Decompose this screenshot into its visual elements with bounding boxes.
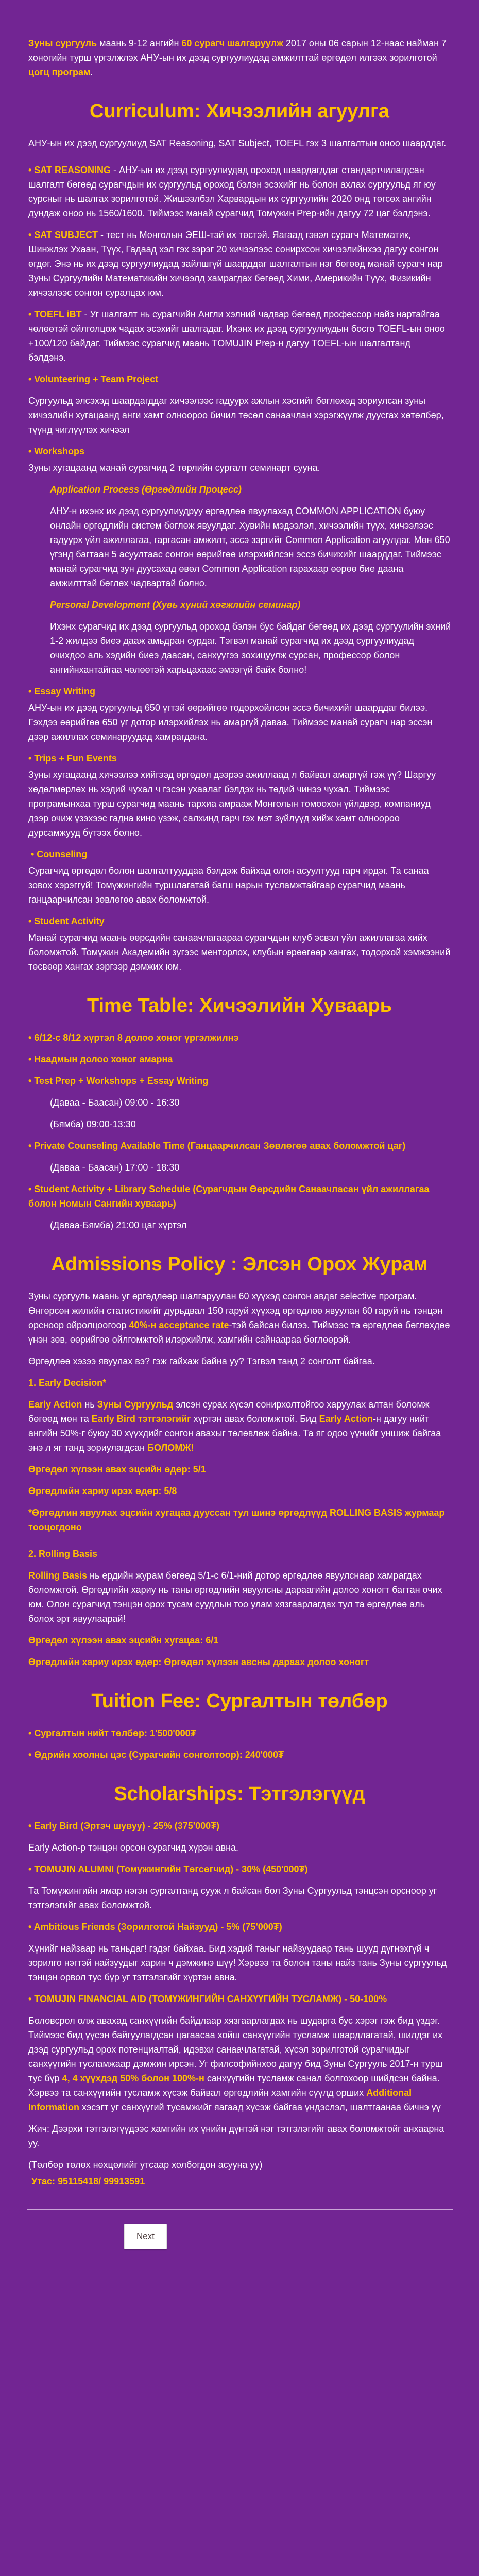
private-counseling-time: (Даваа - Баасан) 17:00 - 18:30 bbox=[50, 1162, 180, 1173]
sat-reasoning-paragraph bbox=[28, 163, 451, 221]
application-process-title: Application Process (Өргөдлийн Процесс) bbox=[50, 484, 242, 495]
highlight-text: БОЛОМЖ! bbox=[147, 1443, 194, 1453]
highlight-text: • TOEFL iBT bbox=[28, 309, 82, 319]
volunteering-text: Сургуульд элсэхэд шаардагддаг хичээлээс гадуурх ажлын хэсгийг бөглөхөд зориулсан зуны хичээлийн хугацаанд анги хамт олноороо бичил төсөл санаачлан хэрэгжүүлж дуусгах хөтөлбөр, түүнд чиглүүлэх хичээл bbox=[28, 396, 444, 435]
text-segment: хэсэгт уг санхүүгий тусамжийг яагаад хүсэж байгаа үндэслэл, шалтгаанаа бичнэ үү bbox=[79, 2102, 441, 2112]
highlight-text: Зуны сургууль bbox=[28, 38, 97, 48]
early-decision-title: 1. Early Decision* bbox=[28, 1378, 107, 1388]
scholarship-note: Жич: Дээрхи тэтгэлэгүүдээс хамгийн их үнийн дүнтэй нэг тэтгэлэгийг авах боломжтойг анхаарна уу. bbox=[28, 2124, 444, 2148]
payment-note: (Төлбөр төлөх нөхцөлийг утсаар холбогдон асууна уу) bbox=[28, 2160, 263, 2170]
curriculum-lead: АНУ-ын их дээд сургуулиуд SAT Reasoning, SAT Subject, TOEFL гэх 3 шалгалтын оноо шаарддаг. bbox=[28, 138, 447, 148]
highlight-text: цогц програм bbox=[28, 67, 91, 77]
highlight-text: 40%-н acceptance rate bbox=[129, 1320, 229, 1330]
early-decision-text bbox=[28, 1397, 451, 1455]
timetable-naadam: • Наадмын долоо хоног амарна bbox=[28, 1054, 173, 1064]
next-button[interactable]: Next bbox=[124, 2224, 167, 2249]
timetable-heading: Time Table: Хичээлийн Хуваарь bbox=[87, 995, 392, 1016]
application-process-text: АНУ-н ихэнх их дээд сургуулиудруу өргөдлөө явуулахад COMMON APPLICATION буюу онлайн өргөдлийн систем бөглөж явуулдаг. Хувийн мэдээлэл, хичээлийн түүх, хичээлээс гадуурх үйл ажиллагаа, гаргасан амжилт, эссэ зэргийг Common Application агуулдаг. Мөн 650 үгэнд багтаан 5 асуултаас сонгон өөрийгөө илэрхийлсэн эссэ бичихийг шаарддаг. Тиймээс манай сурагчид зун дуусахад өвөл Common Application гарахаар өөрөө бие даана амжилттай бөглөх чадвартай болно. bbox=[50, 506, 450, 588]
library-schedule-title: • Student Activity + Library Schedule (Сурагчдын Өөрсдийн Санаачласан үйл ажиллагаа болон Номын Сангийн хуваарь) bbox=[28, 1184, 430, 1209]
admissions-heading: Admissions Policy : Элсэн Орох Журам bbox=[51, 1253, 428, 1275]
financial-aid-text bbox=[28, 2013, 451, 2114]
text-segment: санхүүгийн тусламж санал болгохоор шийдсэн байна. Хэрвээ та санхүүгийн тусламж хүсэж байвал өргөдлийн хамгийн сүүлд орших bbox=[28, 2073, 440, 2098]
text-segment: элсэн сурах хүсэл сонирхолтойгоо харуулах алтан боломж бөгөөд мөн та bbox=[28, 1399, 430, 1424]
highlight-text: Additional Information bbox=[28, 2088, 412, 2112]
essay-writing-text: АНУ-ын их дээд сургуульд 650 үгтэй өөрийгөө тодорхойлсон эссэ бичихийг шаарддаг билээ. Гэхдээ өөрийгөө 650 үг дотор илэрхийлэх нь амаргүй даваа. Тиймээс манай сурагч нар эссэн дээр ажиллах семинаруудад хамрагдана. bbox=[28, 703, 433, 742]
testprep-weekday-time: (Даваа - Баасан) 09:00 - 16:30 bbox=[50, 1097, 180, 1108]
early-bird-text: Early Action-р тэнцэн орсон сурагчид хүрэн авна. bbox=[28, 1842, 239, 1853]
rolling-basis-deadline: Өргөдөл хүлээн авах эцсийн хугацаа: 6/1 bbox=[28, 1635, 219, 1646]
highlight-text: Early Action bbox=[28, 1399, 82, 1410]
intro-paragraph bbox=[28, 36, 451, 79]
private-counseling-title: • Private Counseling Available Time (Ганцаарчилсан Зөвлөгөө авах боломжтой цаг) bbox=[28, 1141, 406, 1151]
phone-number: Утас: 95115418/ 99913591 bbox=[31, 2176, 145, 2187]
student-activity-title: • Student Activity bbox=[28, 916, 105, 926]
rolling-basis-title: 2. Rolling Basis bbox=[28, 1549, 98, 1559]
testprep-saturday-time: (Бямба) 09:00-13:30 bbox=[50, 1119, 136, 1129]
student-activity-text: Манай сурагчид маань өөрсдийн санаачлагаараа сурагчдын клуб эсвэл үйл ажиллагаа хийх боломжтой. Томүжин Академийн зүгээс менторлох, клубын өрөөгөөр хангах, тодорхой хэмжээний төсвөөр хангах зэргээр дэмжих юм. bbox=[28, 933, 451, 972]
early-bird-title: • Early Bird (Эртэч шувуу) - 25% (375'000₮) bbox=[28, 1821, 220, 1831]
admissions-question: Өргөдлөө хэзээ явуулах вэ? гэж гайхаж байна уу? Тэгвэл танд 2 сонголт байгаа. bbox=[28, 1356, 375, 1366]
text-segment: Зуны сургууль маань уг өргөдлөөр шалгаруулан 60 хүүхэд сонгон авдаг selective програм. Өнгөрсөн жилийн статистикийг дурьдвал 150 гаруй хүүхэд өргөдлөө явуулан 60 гаруй нь тэнцэн орсноор ойролцоогоор bbox=[28, 1291, 443, 1330]
text-segment: нь ердийн журам бөгөөд 5/1-с 6/1-ний дотор өргөдлөө явуулснаар хамрагдах боломжтой. Өргөдлийн хариу нь таны өргөдлийн явуулсны дараагийн долоо хоногт багтан очих юм. Олон сурагчид тэнцэн орох тусам суудлын тоо улам хязгаарлагдах тул та өргөдлөө аль болох эрт явуулаарай! bbox=[28, 1570, 442, 1624]
volunteering-title: • Volunteering + Team Project bbox=[28, 374, 159, 384]
friends-text: Хүнийг найзаар нь таньдаг! гэдэг байхаа. Бид хэдий таныг найзуудаар тань шууд дүгнэхгүй ч зорилго нэгтэй найзуудыг харин ч дэмжинэ шүү! Хэрвээ та болон таны найз тань Зуны сургуульд тэнцэн орвол тус бүр уг тэтгэлэгийг хүртэн авна. bbox=[28, 1943, 447, 1982]
text-segment: Боловсрол олж авахад санхүүгийн байдлаар хязгаарлагдах нь шударга бус хэрэг гэж бид үздэг. Тиймээс бид үүсэн байгуулагдсан цагаасаа хойш санхүүгийн тусламж шаардлагатай, шилдэг их дээд сургуульд орох потенциалтай, идэвхи санаачлагатай, хүсэл зорилготой сурагчидыг санхүүгийн тусламжаар дэмжин ирсэн. Уг филсофийнхоо дагуу бид Зуны Сургууль 2017-н турш тус бүр bbox=[28, 2015, 443, 2083]
text-segment: маань 9-12 ангийн bbox=[97, 38, 182, 48]
tuition-meals: • Өдрийн хоолны цэс (Сурагчийн сонголтоор): 240'000₮ bbox=[28, 1750, 284, 1760]
friends-title: • Ambitious Friends (Зорилготой Найзууд) - 5% (75'000₮) bbox=[28, 1922, 282, 1932]
trips-title: • Trips + Fun Events bbox=[28, 753, 117, 764]
text-segment: - тест нь Монголын ЭЕШ-тэй их төстэй. Яагаад гэвэл сурагч Математик, Шинжлэх Ухаан, Түүх, Гадаад хэл гэх зэрэг 20 хичээлээс сонирхсон хичээлийнхээ дагуу сонгон өгдөг. Энэ нь их дээд сургуулиудад зайлшгүй шаарддаг шалгалтын нэг бөгөөд манай сурагч нар Зуны Сургуулийн Математикийн хичээлд хамрагдах бөгөөд Хими, Америкийн Түүх, Физикийн хичээлээс сонгон суралцах юм. bbox=[28, 230, 443, 298]
highlight-text: Early Bird тэтгэлэгийг bbox=[91, 1414, 191, 1424]
highlight-text: 60 сурагч шалгаруулж bbox=[181, 38, 283, 48]
alumni-text: Та Томүжингийн ямар нэгэн сургалтанд сууж л байсан бол Зуны Сургуульд тэнцсэн орсноор уг тэтгэлэгийг авах боломжтой. bbox=[28, 1886, 437, 1910]
highlight-text: 4, 4 хүүхдэд 50% болон 100%-н bbox=[62, 2073, 204, 2083]
essay-writing-title: • Essay Writing bbox=[28, 686, 96, 697]
curriculum-heading: Curriculum: Хичээлийн агуулга bbox=[90, 100, 389, 122]
text-segment: - АНУ-ын их дээд сургуулиудад ороход шаардагддаг стандартчилагдсан шалгалт бөгөөд сурагчдын их сургуульд ороход бэлэн эсэхийг нь болон ахлах сургуульд яг юу сурсныг нь шалгах зорилготой. Жишээлбэл Харвардын их сургуулийн 2020 онд төгсөх ангийн дундаж оноо нь 1560/1600. Тиймээс манай сурагчид Томүжин Prep-ийн дагуу 72 цаг бэлдэнэ. bbox=[28, 165, 436, 218]
admissions-intro bbox=[28, 1289, 451, 1347]
text-segment: . bbox=[90, 67, 93, 77]
counseling-text: Сурагчид өргөдөл болон шалгалтууддаа бэлдэж байхад олон асуултууд гарч ирдэг. Та санаа зовох хэрэггүй! Томүжингийн туршлагатай багш нарын тусламжтайгаар сурагчид маань ганцаарчилсан зөвлөгөө авах боломжтой. bbox=[28, 866, 429, 905]
sat-subject-paragraph bbox=[28, 228, 451, 300]
rolling-basis-reply: Өргөдлийн хариу ирэх өдөр: Өргөдөл хүлээн авсны дараах долоо хоногт bbox=[28, 1657, 369, 1667]
highlight-text: Rolling Basis bbox=[28, 1570, 88, 1581]
scholarships-heading: Scholarships: Тэтгэлэгүүд bbox=[114, 1783, 365, 1805]
trips-text: Зуны хугацаанд хичээлээ хийгээд өргөдөл дээрээ ажиллаад л байвал амаргүй гэж үү? Шаргуу хөдөлмөрлөх нь хэдий чухал ч гэсэн ухаалаг бэлдэх нь төдий чинээ чухал. Тиймээс програмынхаа турш сурагчид маань тархиа амрааж Монголын томоохон үйлдвэр, компаниуд дээр очиж үзэхээс гадна кино үзэж, салхинд гарч гэх мэт зүйлүүд хийж хамт олноороо дурсамжууд бүтээх болно. bbox=[28, 770, 436, 838]
testprep-title: • Test Prep + Workshops + Essay Writing bbox=[28, 1076, 209, 1086]
highlight-text: • SAT REASONING bbox=[28, 165, 111, 175]
early-decision-reply: Өргөдлийн хариу ирэх өдөр: 5/8 bbox=[28, 1486, 177, 1496]
tuition-heading: Tuition Fee: Сургалтын төлбөр bbox=[91, 1690, 388, 1712]
early-decision-note: *Өргөдлин явуулах эцсийн хугацаа дууссан тул шинэ өргөдлүүд ROLLING BASIS журмаар тооцогдоно bbox=[28, 1507, 445, 1532]
workshops-title: • Workshops bbox=[28, 446, 84, 456]
counseling-title: • Counseling bbox=[31, 849, 88, 859]
divider bbox=[27, 2209, 453, 2210]
text-segment: 2017 оны 06 сарын 12-наас найман 7 хоногийн турш үргэлжлэх АНУ-ын их дээд сургуулиудад амжилттай өргөдөл илгээх зорилготой bbox=[28, 38, 447, 63]
financial-aid-title: • TOMUJIN FINANCIAL AID (ТОМҮЖИНГИЙН САНХҮҮГИЙН ТУСЛАМЖ) - 50-100% bbox=[28, 1994, 387, 2004]
workshops-text: Зуны хугацаанд манай сурагчид 2 төрлийн сургалт семинарт сууна. bbox=[28, 463, 320, 473]
timetable-duration: • 6/12-с 8/12 хүртэл 8 долоо хоног үргэлжилнэ bbox=[28, 1032, 239, 1043]
tuition-total: • Сургалтын нийт төлбөр: 1'500'000₮ bbox=[28, 1728, 196, 1738]
toefl-paragraph bbox=[28, 307, 451, 365]
highlight-text: • SAT SUBJECT bbox=[28, 230, 98, 240]
library-schedule-time: (Даваа-Бямба) 21:00 цаг хүртэл bbox=[50, 1220, 187, 1230]
highlight-text: Early Action bbox=[319, 1414, 373, 1424]
rolling-basis-text bbox=[28, 1568, 451, 1626]
text-segment: -н дагуу нийт ангийн 50%-г буюу 30 хүүхдийг сонгон авахыг төлөвлөж байна. Та яг одоо үүнийг уншиж байгаа энэ л яг танд зориулагдсан bbox=[28, 1414, 441, 1453]
text-segment: -тэй байсан билээ. Тиймээс та өргөдлөө бөглөхдөө үнэн зөв, өөрийгөө ойлгомжтой илэрхийлж, хамгийн сайнаараа бөглөөрэй. bbox=[28, 1320, 450, 1345]
alumni-title: • TOMUJIN ALUMNI (Томүжингийн Төгсөгчид) - 30% (450'000₮) bbox=[28, 1864, 308, 1874]
text-segment: хүртэн авах боломжтой. Бид bbox=[191, 1414, 319, 1424]
text-segment: нь bbox=[82, 1399, 97, 1410]
early-decision-deadline: Өргөдөл хүлээн авах эцсийн өдөр: 5/1 bbox=[28, 1464, 206, 1475]
text-segment: - Уг шалгалт нь сурагчийн Англи хэлний чадвар бөгөөд профессор найз нартайгаа чөлөөтэй ойлголцож чадах эсэхийг шалгадаг. Ихэнх их дээд сургуулиудын босго TOEFL-ын оноо +100/120 байдаг. Тиймээс сурагчид маань TOMUJIN Prep-н дагуу TOEFL-ын шалгалтанд бэлдэнэ. bbox=[28, 309, 445, 363]
personal-development-title: Personal Development (Хувь хүний хөгжлийн семинар) bbox=[50, 600, 301, 610]
highlight-text: Зуны Сургуульд bbox=[97, 1399, 174, 1410]
personal-development-text: Ихэнх сурагчид их дээд сургуульд ороход бэлэн бус байдаг бөгөөд их дээд сургуулийн эхний 1-2 жилдээ биеэ дааж амьдран сурдаг. Тэгвэл манай сурагчид их дээд сургуулиудад очихдоо аль хэдийн биеэ даасан, санхүүгээ зохицуулж сурсан, профессор болон ангийнхантайгаа чөлөөтэй харьцахаас эмээгүй байх болно! bbox=[50, 621, 451, 675]
